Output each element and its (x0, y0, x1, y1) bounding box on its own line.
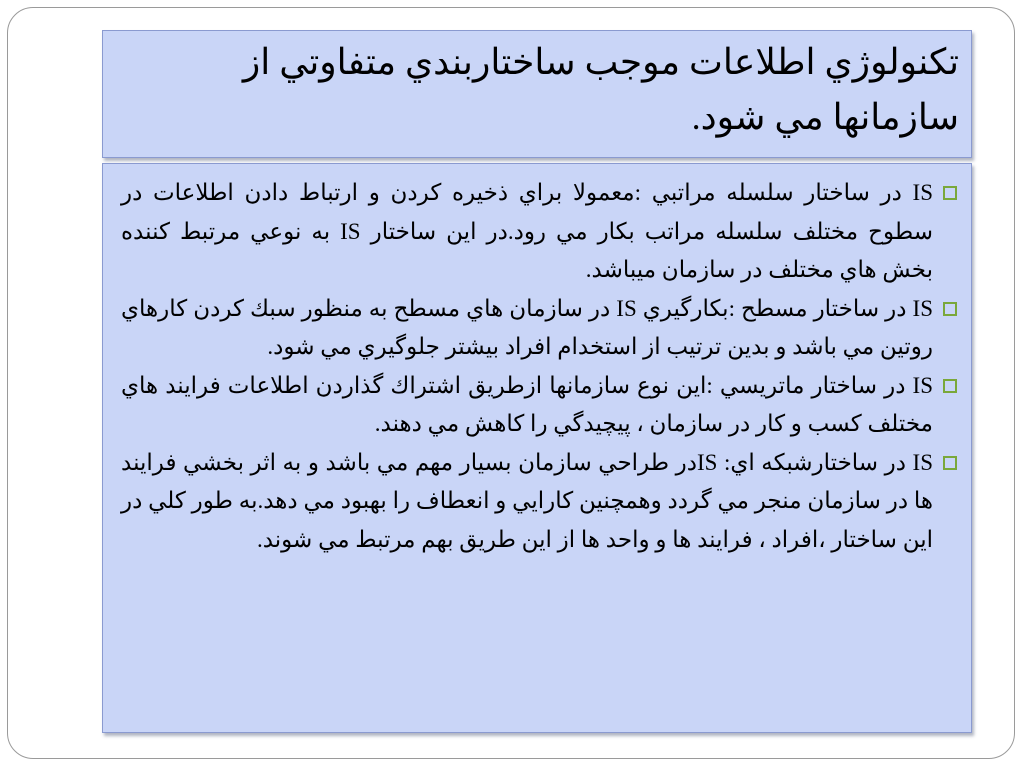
bullet-list (121, 174, 961, 559)
square-bullet-icon (943, 302, 957, 316)
bullet-text: IS در ساختارشبكه اي: ISدر طراحي سازمان بسيار مهم مي باشد و به اثر بخشي فرايند ها در سازمان منجر مي گردد وهمچنين كارايي و انعطاف را بهبود مي دهد.به طور كلي در اين ساختار ،افراد ، فرايند ها و واحد ها از اين طريق بهم مرتبط مي شوند. (121, 449, 933, 552)
slide-title: تكنولوژي اطلاعات موجب ساختاربندي متفاوتي از سازمانها مي شود. (242, 42, 959, 137)
title-box (102, 30, 972, 158)
content-box (102, 163, 972, 733)
bullet-text: IS در ساختار سلسله مراتبي :معمولا براي ذخيره كردن و ارتباط دادن اطلاعات در سطوح مختلف سلسله مراتب بكار مي رود.در اين ساختار IS به نوعي مرتبط كننده بخش هاي مختلف در سازمان ميباشد. (121, 180, 933, 282)
square-bullet-icon (943, 456, 957, 470)
square-bullet-icon (943, 186, 957, 200)
bullet-item-matrix (121, 367, 961, 444)
bullet-item-flat (121, 290, 961, 367)
bullet-item-network (121, 444, 961, 560)
bullet-text: IS در ساختار ماتريسي :اين نوع سازمانها ازطريق اشتراك گذاردن اطلاعات فرايند هاي مختلف كسب و كار در سازمان ، پيچيدگي را كاهش مي دهند. (121, 372, 933, 436)
square-bullet-icon (943, 379, 957, 393)
bullet-text: IS در ساختار مسطح :بكارگيري IS در سازمان هاي مسطح به منظور سبك كردن كارهاي روتين مي باشد و بدين ترتيب از استخدام افراد بيشتر جلوگيري مي شود. (121, 295, 933, 359)
bullet-item-hierarchical (121, 174, 961, 290)
